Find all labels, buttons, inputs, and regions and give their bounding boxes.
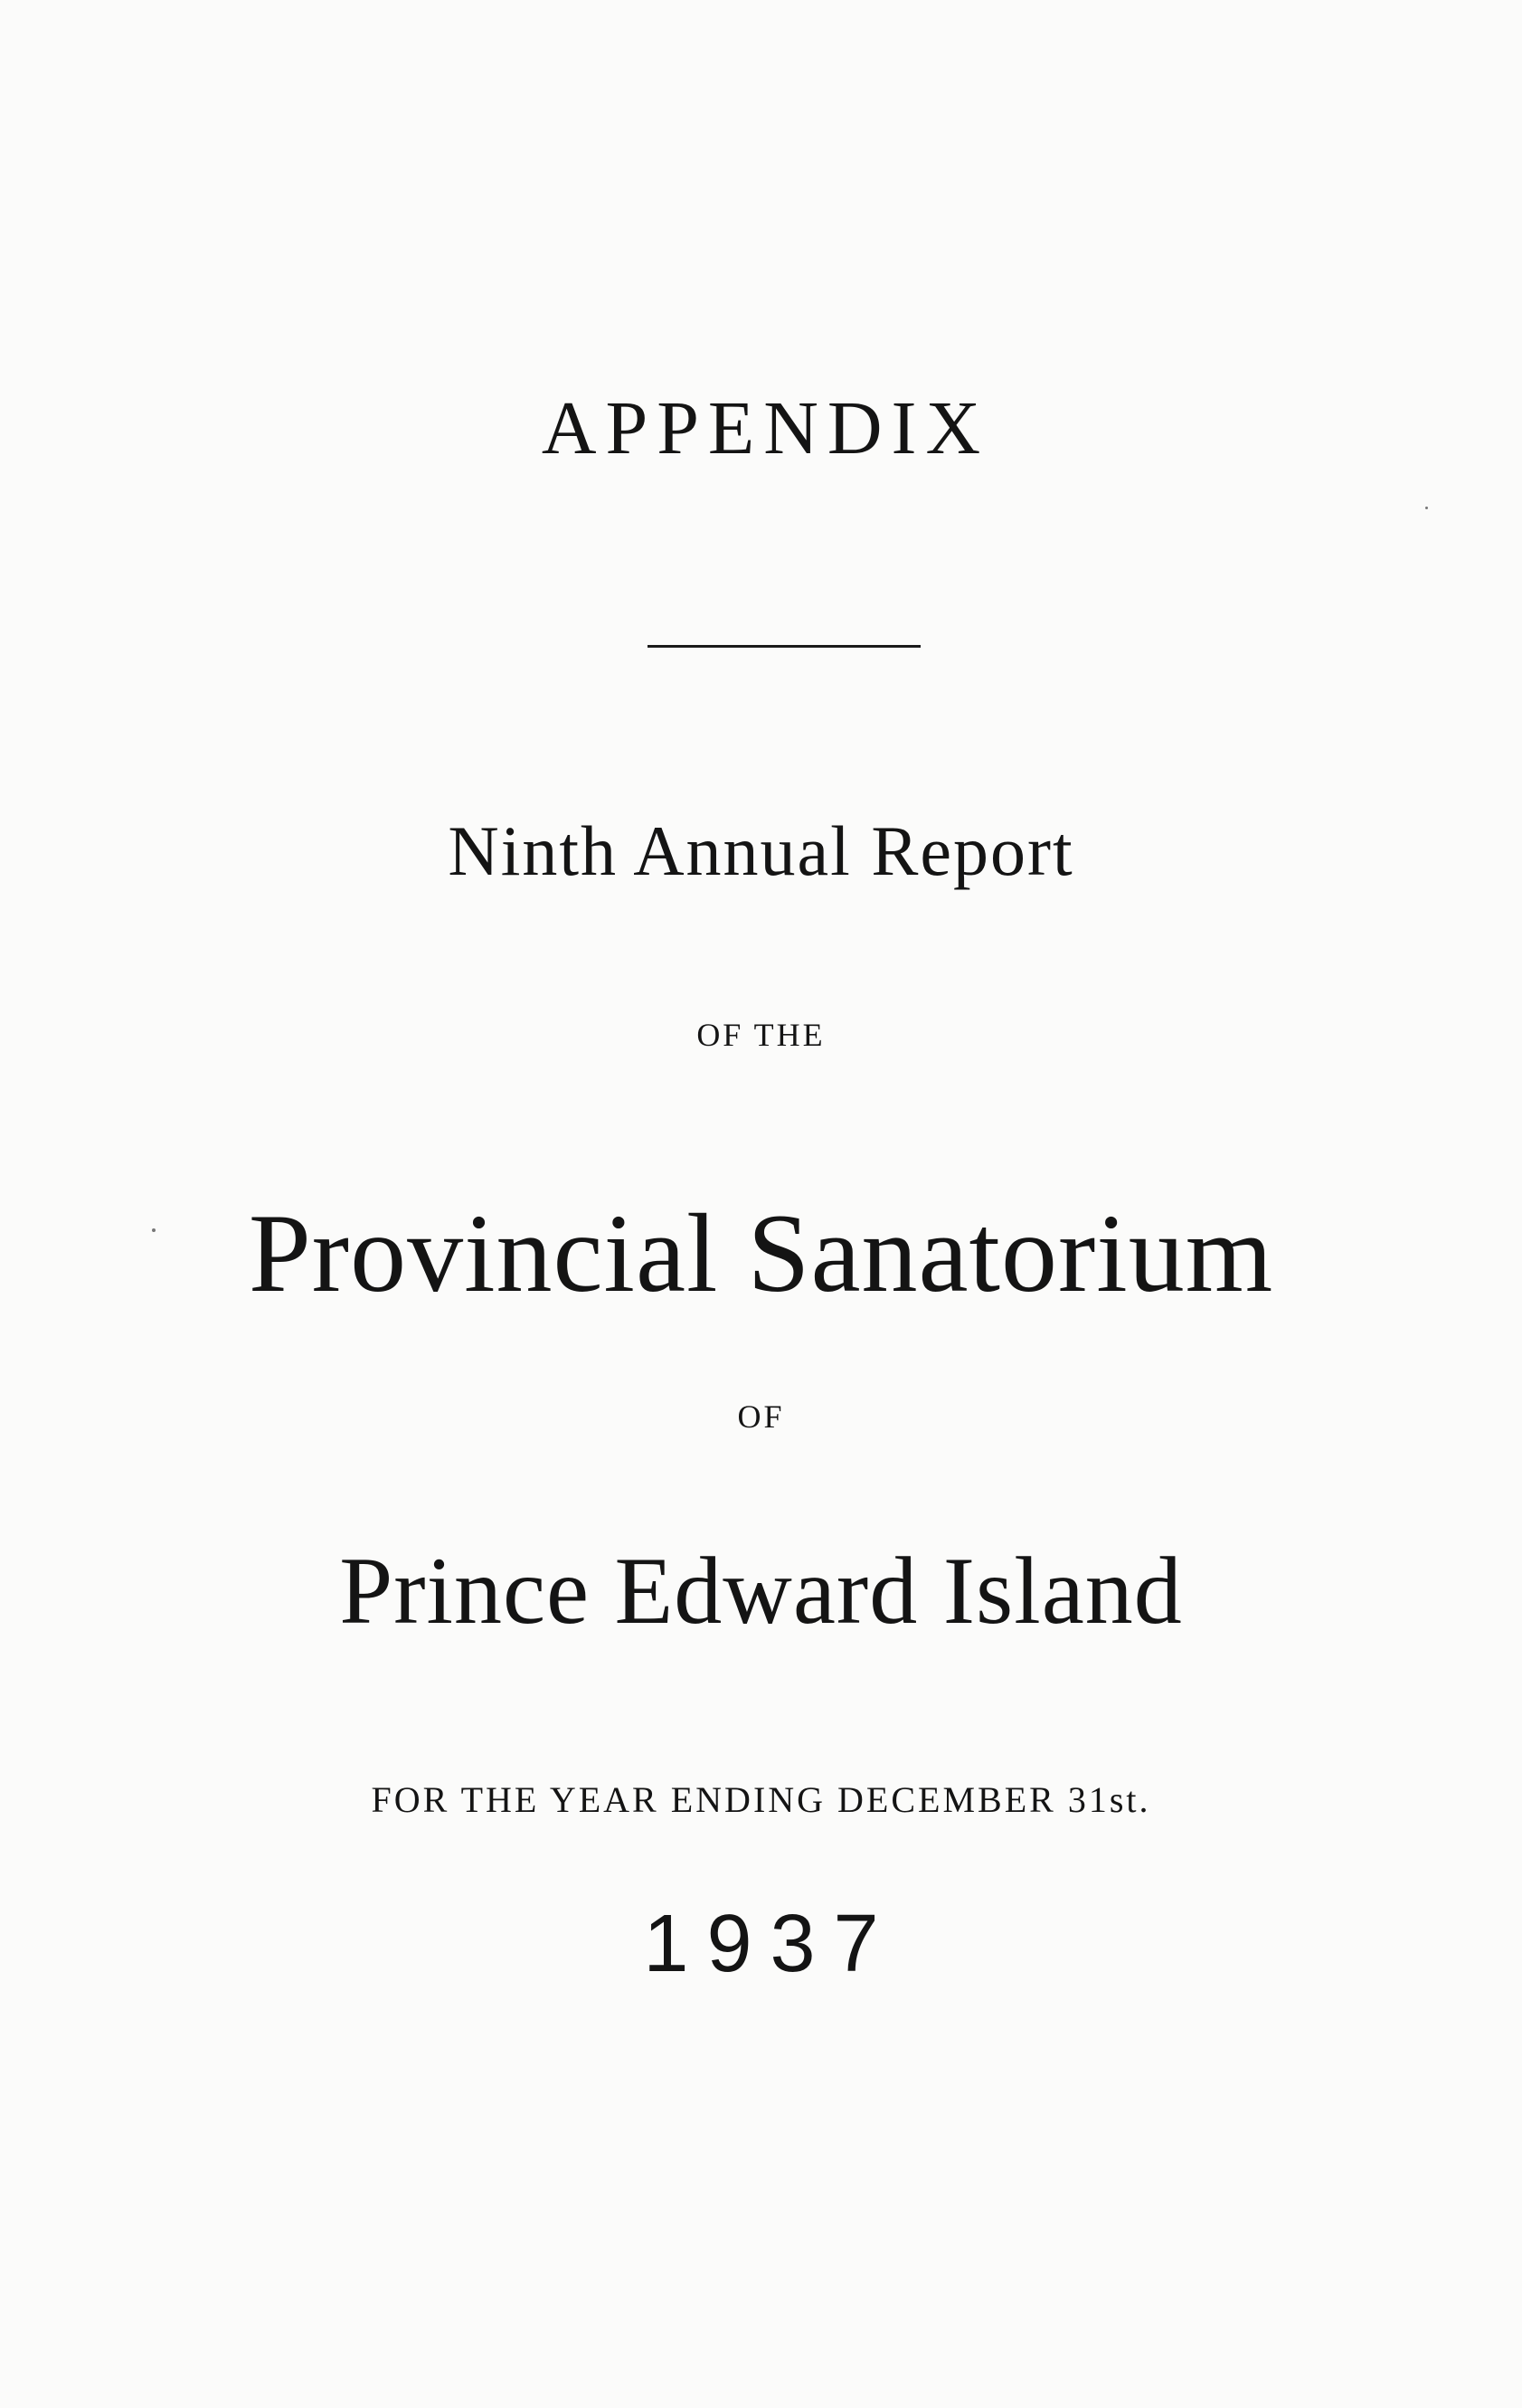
horizontal-rule xyxy=(648,645,921,648)
report-period: FOR THE YEAR ENDING DECEMBER 31st. xyxy=(371,1779,1151,1820)
of-the-text: OF THE xyxy=(696,1017,826,1053)
of-text: OF xyxy=(737,1398,785,1435)
appendix-heading: APPENDIX xyxy=(541,386,990,470)
institution-name: Provincial Sanatorium xyxy=(248,1191,1274,1315)
report-title: Ninth Annual Report xyxy=(448,811,1074,890)
province-name: Prince Edward Island xyxy=(339,1538,1183,1644)
paper-speck xyxy=(1425,507,1428,509)
paper-speck xyxy=(152,1228,156,1232)
report-year: 1937 xyxy=(643,1899,897,1989)
